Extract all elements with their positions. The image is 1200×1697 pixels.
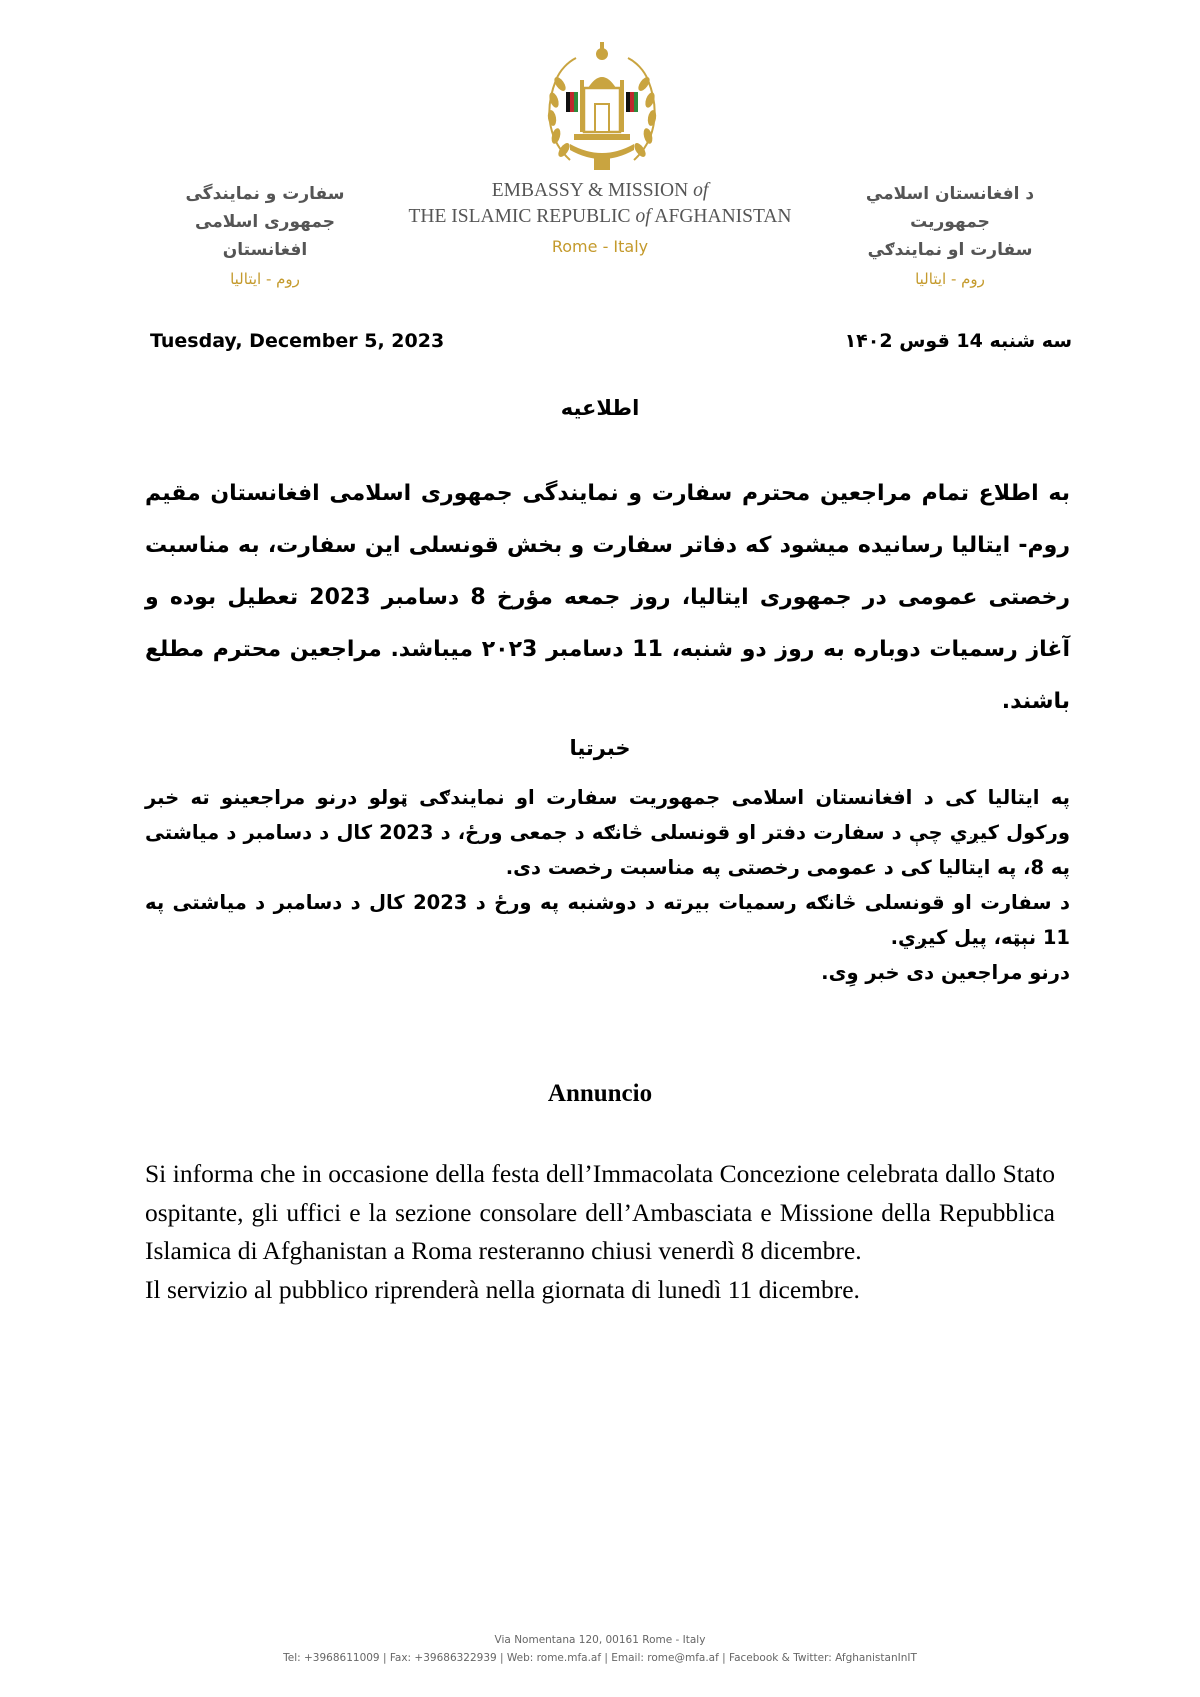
header-left-line2: جمهوری اسلامی افغانستان [195,212,335,260]
header-left-block [150,180,380,294]
header-center-line1 [380,178,820,204]
dari-body: به اطلاع تمام مراجعین محترم سفارت و نمایندگی جمهوری اسلامی افغانستان مقیم روم- ایتالیا رسانیده میشود که دفاتر سفارت و بخش قونسلی این سفارت، به مناسبت رخصتی عمومی در جمهوری ایتالیا، روز جمعه مؤرخ 8 دسامبر 2023 تعطیل بوده و آغاز رسمیات دوباره به روز دو شنبه، 11 دسامبر ۲۰۲3 میباشد. مراجعین محترم مطلع باشند. [145,481,1071,714]
header-center-city: Rome - Italy [551,237,649,256]
footer-contacts: Tel: +3968611009 | Fax: +39686322939 | Web: rome.mfa.af | Email: rome@mfa.af | Facebook & Twitter: AfghanistanInIT [283,1652,917,1664]
header-center-line2-text-c: AFGHANISTAN [650,206,792,227]
header-center-line1-text: EMBASSY & MISSION [491,180,694,201]
italian-title: Annuncio [547,1080,653,1107]
header-right-block [835,180,1065,294]
italian-body [145,1155,1055,1309]
pashto-para1: په ایتالیا کی د افغانستان اسلامی جمهوریت سفارت او نمایندګی ټولو درنو مراجعینو ته خبر ورکول کیږي چې د سفارت دفتر او قونسلی څانګه د جمعی ورځ، د 2023 کال د دسامبر د میاشتی په 8، په ایتالیا کی د عمومی رخصتی په مناسبت رخصت دی. [145,786,1070,879]
date-english: Tuesday, December 5, 2023 [150,330,445,352]
header-center-line2-text-a: THE ISLAMIC REPUBLIC [408,206,636,227]
italian-para1: Si informa che in occasione della festa dell’Immacolata Concezione celebrata dallo Stato ospitante, gli uffici e la sezione consolare dell’Ambasciata e Missione della Repubblica Islamica di Afghanistan a Roma resteranno chiusi venerdì 8 dicembre. [145,1159,1055,1265]
footer-address: Via Nomentana 120, 00161 Rome - Italy [494,1634,706,1646]
header-right-line2: سفارت او نمایندګي [867,240,1033,260]
header-right-line1: د افغانستان اسلامي جمهوریت [865,184,1035,232]
pashto-para3: درنو مراجعین دی خبر وِی. [821,961,1070,984]
header-right-city: روم - ایتالیا [915,270,985,288]
afghanistan-emblem-icon [540,40,664,174]
header-center-line2 [380,204,820,230]
pashto-body [145,780,1070,990]
dari-title: اطلاعیه [560,396,640,420]
header-center-line2-of: of [635,206,651,227]
pashto-title: خبرتیا [569,736,631,760]
header-left-city: روم - ایتالیا [230,270,300,288]
header-center-line1-of: of [693,180,709,201]
header-left-line1: سفارت و نمایندگی [185,184,345,204]
header-center-block [380,178,820,264]
italian-para2: Il servizio al pubblico riprenderà nella giornata di lunedì 11 dicembre. [145,1274,860,1304]
date-persian: سه شنبه 14 قوس ۱۴۰2 [844,330,1072,352]
pashto-para2: د سفارت او قونسلی څانګه رسمیات بیرته د دوشنبه په ورځ د 2023 کال د دسامبر د میاشتی په 11 نېټه، پیل کیږي. [145,891,1071,949]
